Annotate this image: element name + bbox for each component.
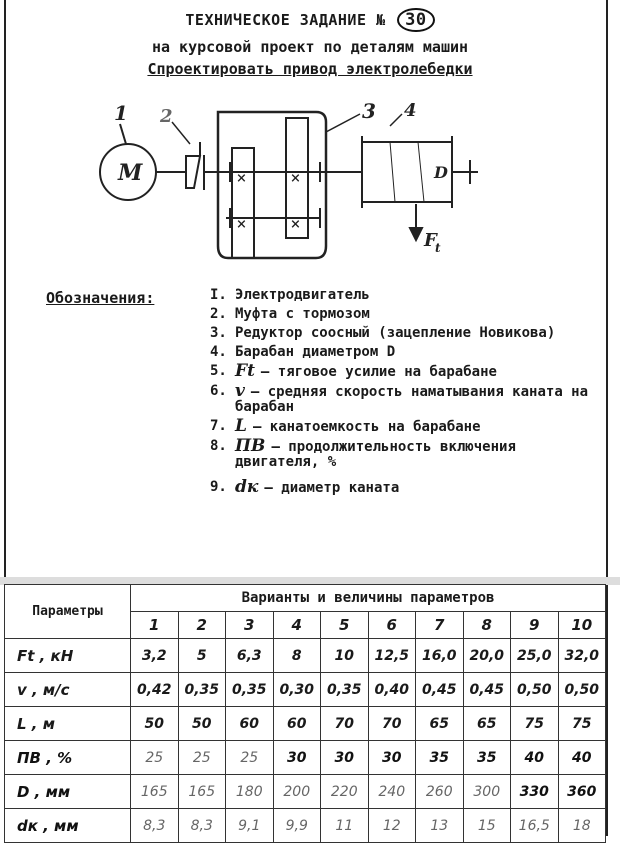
table-cell: 16,5 bbox=[511, 809, 559, 843]
table-cell: 0,45 bbox=[463, 673, 511, 707]
table-cell: 20,0 bbox=[463, 639, 511, 673]
row-label: D , мм bbox=[5, 775, 131, 809]
table-cell: 300 bbox=[463, 775, 511, 809]
legend-item bbox=[210, 436, 600, 470]
parameters-table bbox=[4, 584, 606, 843]
legend-item bbox=[210, 345, 600, 360]
variant-number: 6 bbox=[368, 612, 416, 639]
table-cell: 8,3 bbox=[178, 809, 226, 843]
table-cell: 9,9 bbox=[273, 809, 321, 843]
legend-item-symbol: Ft bbox=[235, 361, 255, 381]
row-label: ПВ , % bbox=[5, 741, 131, 775]
table-cell: 0,30 bbox=[273, 673, 321, 707]
reducer-gear-1 bbox=[232, 148, 254, 258]
table-cell: 25 bbox=[226, 741, 274, 775]
table-cell: 15 bbox=[463, 809, 511, 843]
legend-list bbox=[210, 288, 600, 500]
table-cell: 35 bbox=[416, 741, 464, 775]
assignment-number: 30 bbox=[397, 8, 434, 32]
legend-item-text: v – средняя скорость наматывания каната на барабан bbox=[235, 381, 589, 415]
legend-item-text: Барабан диаметром D bbox=[235, 344, 396, 360]
table-cell: 0,40 bbox=[368, 673, 416, 707]
table-cell: 75 bbox=[558, 707, 606, 741]
row-label: v , м/с bbox=[5, 673, 131, 707]
legend-item-symbol: dк bbox=[235, 477, 259, 497]
legend-item-text: Электродвигатель bbox=[235, 287, 370, 303]
legend-item-text: Муфта с тормозом bbox=[235, 306, 370, 322]
table-row bbox=[5, 707, 606, 741]
variant-number: 5 bbox=[321, 612, 369, 639]
legend-item-text: dк – диаметр каната bbox=[235, 477, 400, 497]
table-cell: 13 bbox=[416, 809, 464, 843]
title-prefix: ТЕХНИЧЕСКОЕ ЗАДАНИЕ № bbox=[185, 11, 386, 29]
table-cell: 0,50 bbox=[511, 673, 559, 707]
table-cell: 30 bbox=[273, 741, 321, 775]
legend-item bbox=[210, 326, 600, 341]
variants-header: Варианты и величины параметров bbox=[131, 585, 606, 612]
drum-letter: D bbox=[434, 163, 448, 182]
table-cell: 12,5 bbox=[368, 639, 416, 673]
table-cell: 18 bbox=[558, 809, 606, 843]
legend-item-text: Ft – тяговое усилие на барабане bbox=[235, 361, 497, 381]
table-cell: 5 bbox=[178, 639, 226, 673]
table-cell: 240 bbox=[368, 775, 416, 809]
table-cell: 50 bbox=[131, 707, 179, 741]
label-leader-1 bbox=[120, 124, 126, 144]
table-cell: 75 bbox=[511, 707, 559, 741]
table-cell: 6,3 bbox=[226, 639, 274, 673]
table-cell: 180 bbox=[226, 775, 274, 809]
force-label: F bbox=[424, 230, 437, 251]
table-row bbox=[5, 775, 606, 809]
legend-item bbox=[210, 416, 600, 436]
parameters-body bbox=[5, 639, 606, 843]
table-cell: 30 bbox=[321, 741, 369, 775]
table-cell: 11 bbox=[321, 809, 369, 843]
table-cell: 0,50 bbox=[558, 673, 606, 707]
table-cell: 50 bbox=[178, 707, 226, 741]
variant-number: 1 bbox=[131, 612, 179, 639]
assignment-title bbox=[0, 8, 620, 32]
table-cell: 8 bbox=[273, 639, 321, 673]
table-cell: 260 bbox=[416, 775, 464, 809]
coupling-brake-symbol bbox=[186, 156, 200, 188]
legend-item bbox=[210, 477, 600, 497]
table-cell: 40 bbox=[558, 741, 606, 775]
table-cell: 10 bbox=[321, 639, 369, 673]
label-4: 4 bbox=[404, 100, 417, 121]
variant-number: 10 bbox=[558, 612, 606, 639]
legend-item-number: 6. bbox=[210, 383, 227, 399]
svg-text:×: × bbox=[290, 217, 301, 232]
label-3: 3 bbox=[362, 100, 376, 123]
legend-item-number: I. bbox=[210, 287, 227, 303]
legend-item-number: 2. bbox=[210, 306, 227, 322]
variant-number: 2 bbox=[178, 612, 226, 639]
legend-item-text: ПВ – продолжительность включения двигателя, % bbox=[235, 436, 516, 470]
table-row bbox=[5, 741, 606, 775]
legend-item-symbol: v bbox=[235, 381, 245, 401]
table-cell: 32,0 bbox=[558, 639, 606, 673]
table-cell: 30 bbox=[368, 741, 416, 775]
table-row bbox=[5, 673, 606, 707]
param-header: Параметры bbox=[5, 585, 131, 639]
variant-number: 3 bbox=[226, 612, 274, 639]
table-row bbox=[5, 809, 606, 843]
table-cell: 165 bbox=[178, 775, 226, 809]
assignment-subtitle: на курсовой проект по деталям машин bbox=[151, 38, 469, 56]
table-cell: 220 bbox=[321, 775, 369, 809]
label-2: 2 bbox=[160, 106, 173, 127]
legend-item bbox=[210, 288, 600, 303]
table-cell: 65 bbox=[463, 707, 511, 741]
table-cell: 25 bbox=[178, 741, 226, 775]
legend-item-number: 7. bbox=[210, 418, 227, 434]
table-cell: 40 bbox=[511, 741, 559, 775]
legend-item-number: 4. bbox=[210, 344, 227, 360]
drive-scheme bbox=[90, 100, 510, 280]
table-cell: 8,3 bbox=[131, 809, 179, 843]
table-cell: 0,42 bbox=[131, 673, 179, 707]
table-cell: 360 bbox=[558, 775, 606, 809]
table-cell: 0,45 bbox=[416, 673, 464, 707]
legend-item-symbol: ПВ bbox=[235, 436, 266, 456]
table-cell: 200 bbox=[273, 775, 321, 809]
table-row bbox=[5, 639, 606, 673]
table-cell: 60 bbox=[226, 707, 274, 741]
variant-number: 7 bbox=[416, 612, 464, 639]
table-cell: 12 bbox=[368, 809, 416, 843]
variant-number: 4 bbox=[273, 612, 321, 639]
row-label: dк , мм bbox=[5, 809, 131, 843]
legend-item-number: 3. bbox=[210, 325, 227, 341]
legend-item-number: 5. bbox=[210, 363, 227, 379]
table-cell: 330 bbox=[511, 775, 559, 809]
reducer-housing bbox=[218, 112, 326, 258]
table-cell: 70 bbox=[321, 707, 369, 741]
svg-text:×: × bbox=[236, 217, 247, 232]
table-cell: 25 bbox=[131, 741, 179, 775]
table-cell: 9,1 bbox=[226, 809, 274, 843]
legend-item-text: Редуктор соосный (зацепление Новикова) bbox=[235, 325, 556, 341]
variant-number: 8 bbox=[463, 612, 511, 639]
legend-item bbox=[210, 381, 600, 415]
table-cell: 70 bbox=[368, 707, 416, 741]
legend-item-number: 8. bbox=[210, 438, 227, 454]
table-cell: 35 bbox=[463, 741, 511, 775]
row-label: Ft , кН bbox=[5, 639, 131, 673]
legend-title: Обозначения: bbox=[46, 289, 155, 307]
legend-item bbox=[210, 361, 600, 381]
page-right-edge bbox=[606, 0, 608, 836]
legend-item bbox=[210, 307, 600, 322]
table-cell: 0,35 bbox=[321, 673, 369, 707]
motor-letter: М bbox=[118, 160, 143, 186]
table-cell: 65 bbox=[416, 707, 464, 741]
table-cell: 60 bbox=[273, 707, 321, 741]
variant-number: 9 bbox=[511, 612, 559, 639]
label-1: 1 bbox=[114, 101, 128, 125]
table-cell: 0,35 bbox=[226, 673, 274, 707]
legend-item-text: L – канатоемкость на барабане bbox=[235, 416, 481, 436]
table-cell: 0,35 bbox=[178, 673, 226, 707]
legend-item-number: 9. bbox=[210, 479, 227, 495]
force-subscript: t bbox=[435, 241, 441, 255]
table-cell: 25,0 bbox=[511, 639, 559, 673]
table-cell: 16,0 bbox=[416, 639, 464, 673]
table-cell: 3,2 bbox=[131, 639, 179, 673]
page-left-edge bbox=[4, 0, 6, 580]
table-cell: 165 bbox=[131, 775, 179, 809]
row-label: L , м bbox=[5, 707, 131, 741]
svg-text:×: × bbox=[290, 171, 301, 186]
assignment-task: Спроектировать привод электролебедки bbox=[147, 60, 473, 78]
legend-item-symbol: L bbox=[235, 416, 247, 436]
svg-text:×: × bbox=[236, 171, 247, 186]
